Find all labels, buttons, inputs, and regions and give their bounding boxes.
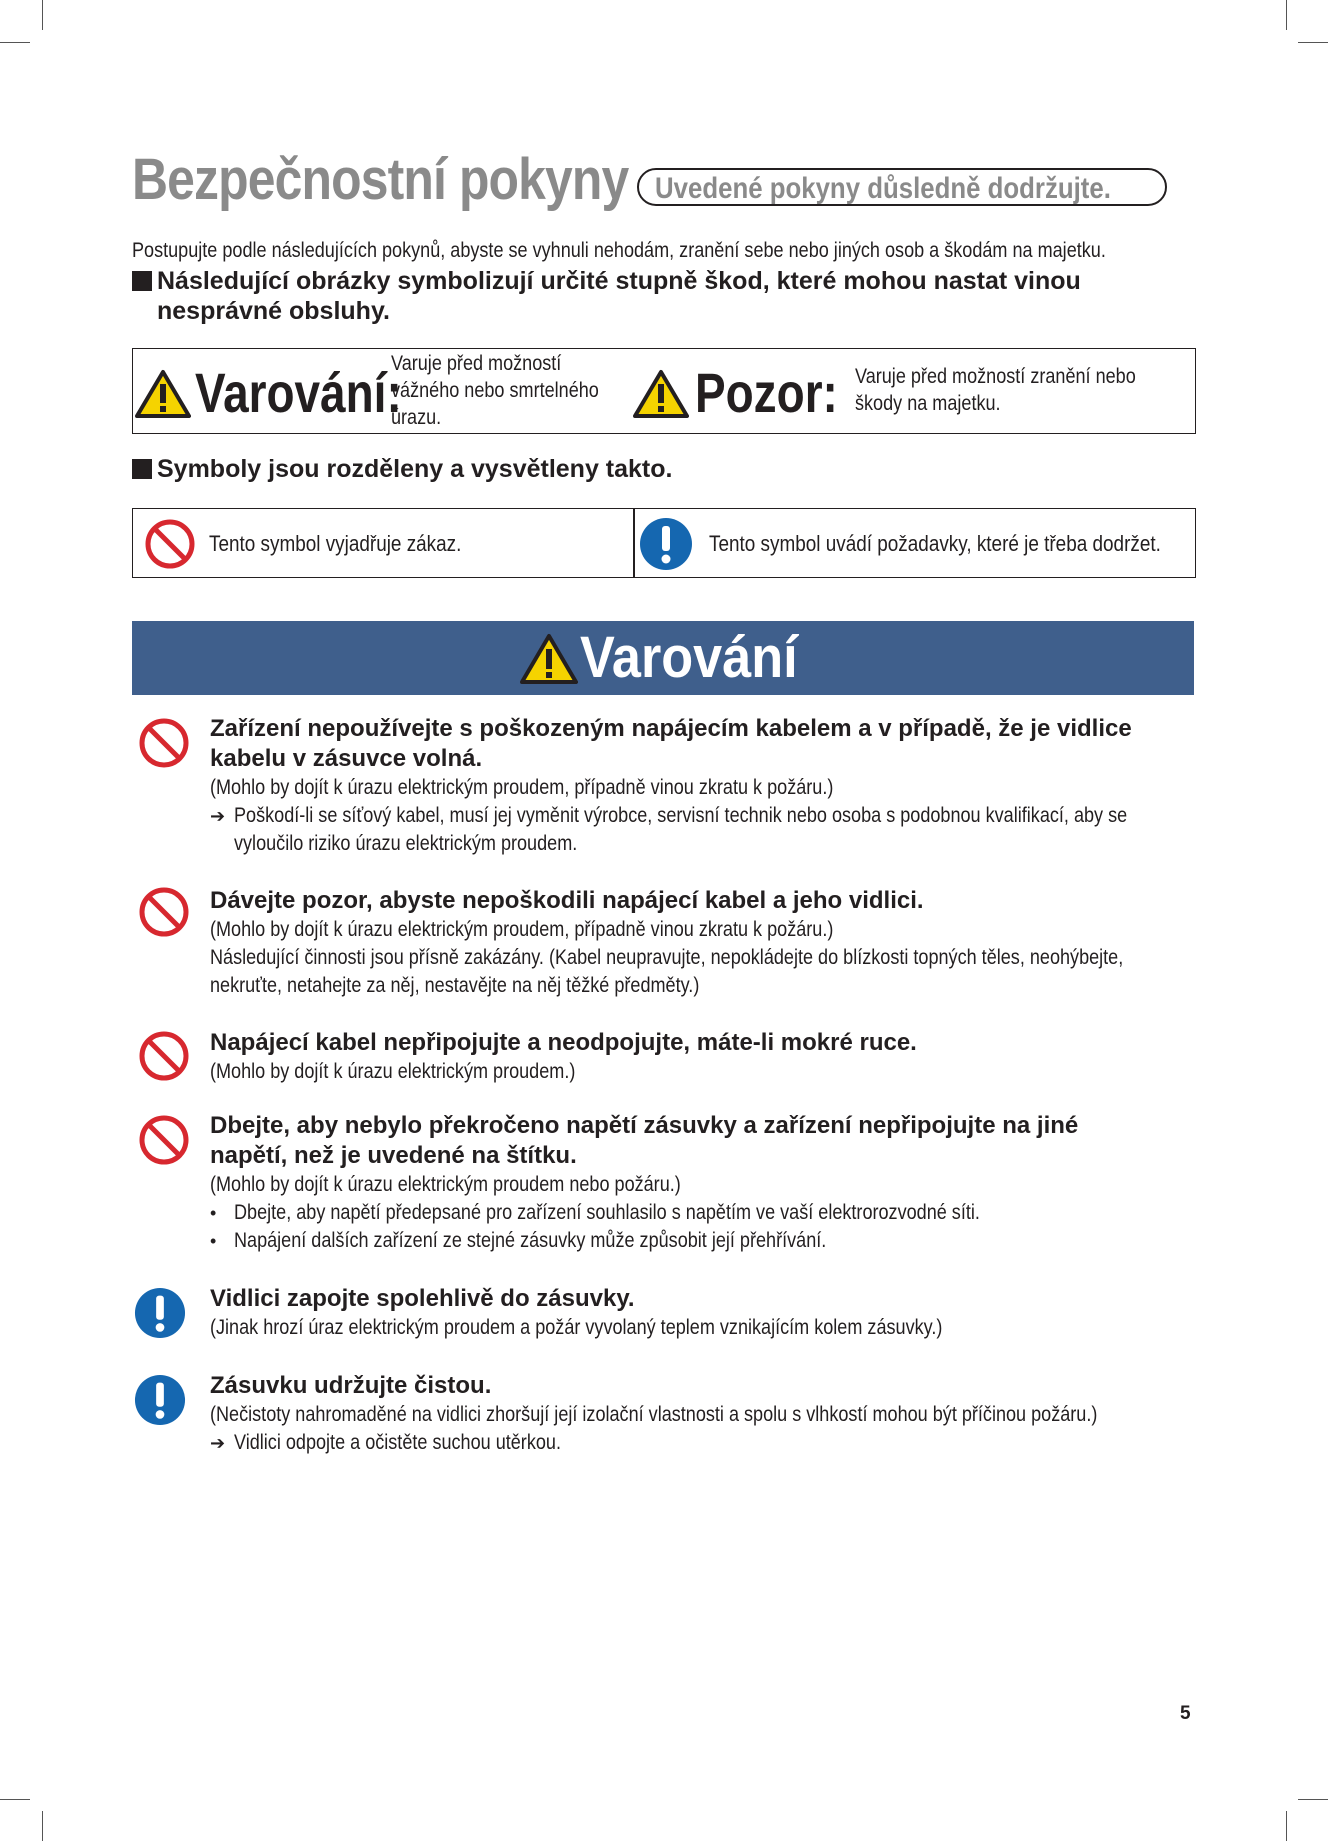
bullet-icon: • [210, 1203, 217, 1223]
crop-mark [0, 42, 30, 43]
caution-description: Varuje před možností zranění nebo škody na majetku. [855, 365, 1136, 415]
mandatory-icon [639, 517, 693, 571]
prohibition-explanation: Tento symbol vyjadřuje zákaz. [209, 531, 462, 556]
warning-triangle-icon [135, 369, 191, 419]
item-heading: Zásuvku udržujte čistou. [210, 1372, 492, 1399]
warning-triangle-icon [520, 633, 578, 685]
mandatory-explanation: Tento symbol uvádí požadavky, které je třeba dodržet. [709, 531, 1161, 556]
crop-mark [42, 0, 43, 30]
crop-mark [1298, 1799, 1328, 1800]
prohibition-icon [138, 886, 190, 938]
page-number: 5 [1180, 1703, 1191, 1724]
crop-mark [0, 1799, 30, 1800]
bullet-icon: • [210, 1231, 217, 1251]
warning-banner [132, 621, 1194, 695]
prohibition-icon [138, 717, 190, 769]
item-heading: Zařízení nepoužívejte s poškozeným napájecím kabelem a v případě, že je vidlice [210, 715, 1132, 742]
bullet-note: • Napájení dalších zařízení ze stejné zásuvky může způsobit její přehřívání. [210, 1227, 1196, 1255]
item-heading: Dbejte, aby nebylo překročeno napětí zásuvky a zařízení nepřipojujte na jiné [210, 1112, 1079, 1139]
arrow-right-icon: ➔ [210, 1433, 226, 1453]
crop-mark [1286, 0, 1287, 30]
item-text: nekruťte, netahejte za něj, nestavějte na něj těžké předměty.) [210, 974, 700, 997]
warning-signal-word: Varování: [195, 361, 402, 424]
symbols-box [132, 508, 1196, 578]
crop-mark [1298, 42, 1328, 43]
item-text: (Mohlo by dojít k úrazu elektrickým proudem, případně vinou zkratu k požáru.) [210, 918, 834, 941]
banner-title: Varování [580, 625, 798, 690]
square-bullet-icon [132, 271, 152, 291]
crop-mark [1286, 1811, 1287, 1841]
page-title: Bezpečnostní pokyny [132, 147, 629, 212]
item-text: (Mohlo by dojít k úrazu elektrickým proudem nebo požáru.) [210, 1173, 681, 1196]
arrow-note: ➔ Poškodí-li se síťový kabel, musí jej vyměnit výrobce, servisní technik nebo osoba s podobnou kvalifikací, aby se vyloučilo riziko úrazu elektrickým proudem. [210, 802, 1196, 858]
mandatory-icon [134, 1374, 186, 1426]
arrow-note: ➔ Vidlici odpojte a očistěte suchou utěrkou. [210, 1429, 1196, 1457]
section-heading-symbols: Symboly jsou rozděleny a vysvětleny takto. [132, 454, 672, 484]
intro-text: Postupujte podle následujících pokynů, abyste se vyhnuli nehodám, zranění sebe nebo jiných osob a škodám na majetku. [132, 239, 1106, 262]
title-badge-text: Uvedené pokyny důsledně dodržujte. [655, 172, 1111, 205]
mandatory-icon [134, 1287, 186, 1339]
item-text: Následující činnosti jsou přísně zakázány. (Kabel neupravujte, nepokládejte do blízkosti topných těles, neohýbejte, [210, 946, 1124, 969]
caution-signal-word: Pozor: [695, 361, 838, 424]
item-text: (Mohlo by dojít k úrazu elektrickým proudem, případně vinou zkratu k požáru.) [210, 776, 834, 799]
divider [633, 509, 635, 577]
prohibition-icon [144, 518, 196, 570]
item-text: (Jinak hrozí úraz elektrickým proudem a požár vyvolaný teplem vznikajícím kolem zásuvky.) [210, 1316, 943, 1339]
arrow-right-icon: ➔ [210, 806, 226, 826]
bullet-note: • Dbejte, aby napětí předepsané pro zařízení souhlasilo s napětím ve vaší elektrorozvodné síti. [210, 1199, 1196, 1227]
section-heading-severity: Následující obrázky symbolizují určité stupně škod, které mohou nastat vinou nesprávné obsluhy. [132, 266, 1081, 326]
item-heading: Dávejte pozor, abyste nepoškodili napájecí kabel a jeho vidlici. [210, 887, 924, 914]
item-text: (Mohlo by dojít k úrazu elektrickým proudem.) [210, 1060, 576, 1083]
item-text: (Nečistoty nahromaděné na vidlici zhoršují její izolační vlastnosti a spolu s vlhkostí mohou být příčinou požáru.) [210, 1403, 1098, 1426]
warning-description: Varuje před možností vážného nebo smrtelného úrazu. [391, 352, 599, 429]
item-heading: kabelu v zásuvce volná. [210, 745, 483, 772]
item-heading: Napájecí kabel nepřipojujte a neodpojujte, máte-li mokré ruce. [210, 1029, 917, 1056]
title-badge [637, 168, 1167, 206]
square-bullet-icon [132, 459, 152, 479]
crop-mark [42, 1811, 43, 1841]
item-heading: napětí, než je uvedené na štítku. [210, 1142, 577, 1169]
item-heading: Vidlici zapojte spolehlivě do zásuvky. [210, 1285, 635, 1312]
prohibition-icon [138, 1030, 190, 1082]
signal-words-box [132, 348, 1196, 434]
caution-triangle-icon [633, 369, 689, 419]
prohibition-icon [138, 1114, 190, 1166]
